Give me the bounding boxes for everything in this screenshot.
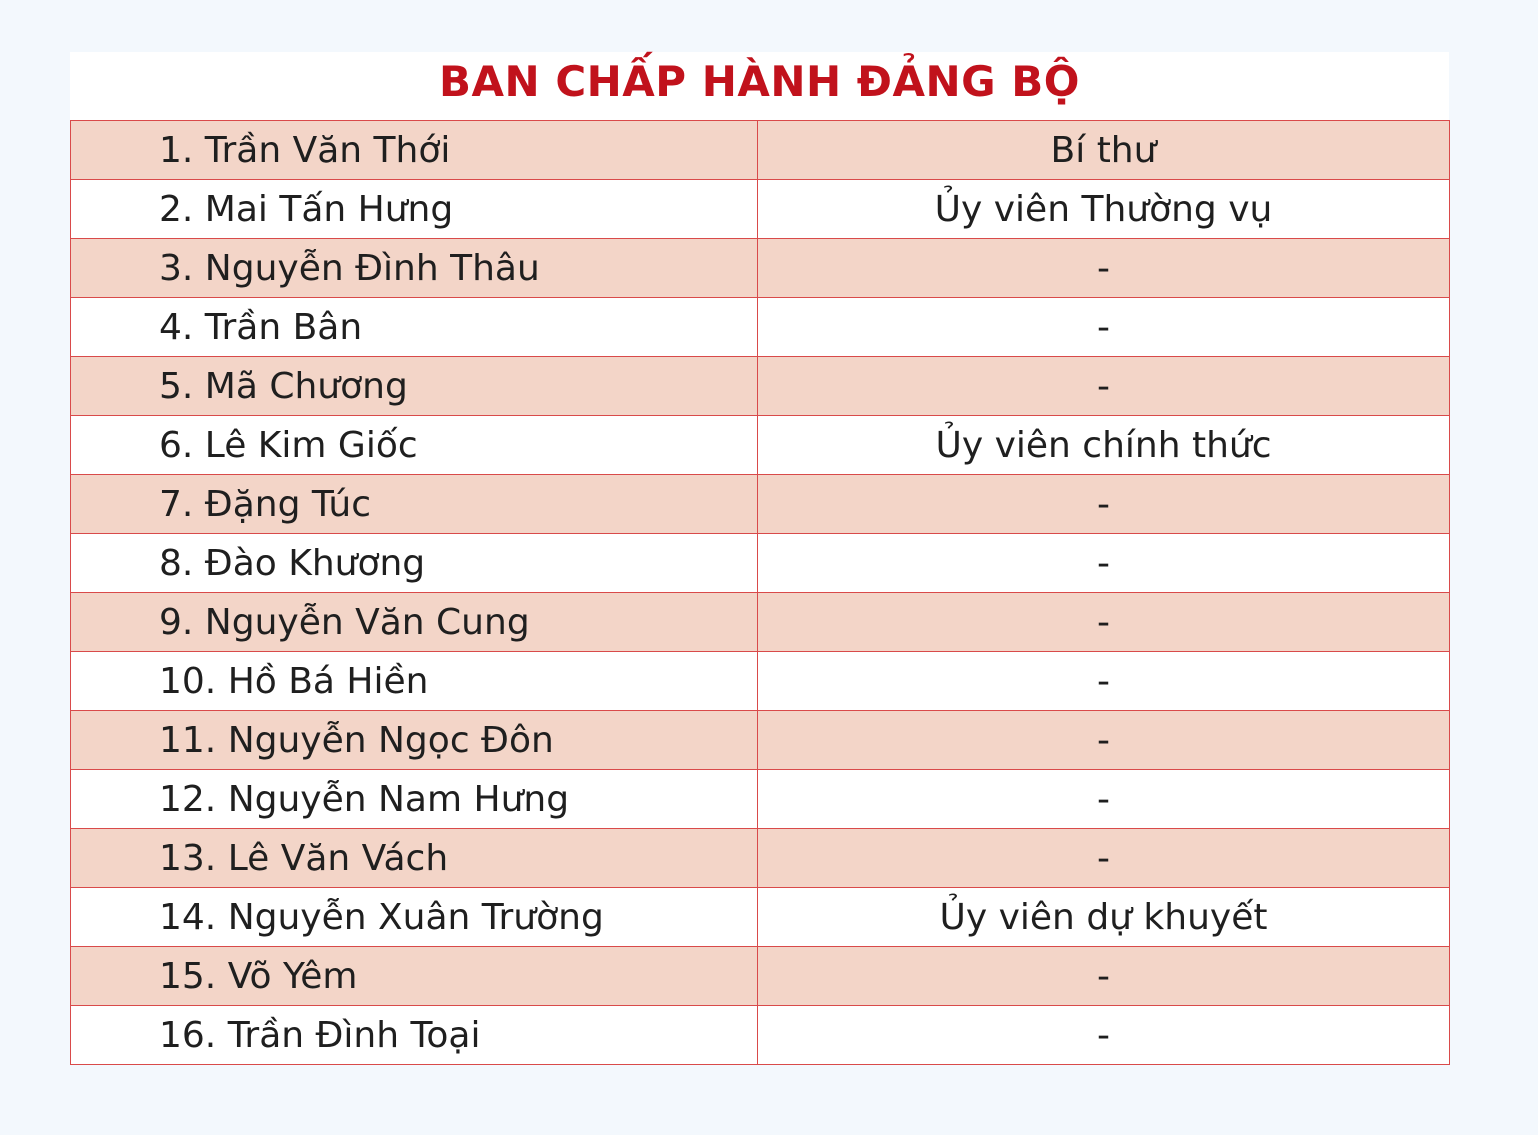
member-role: - xyxy=(758,593,1450,652)
member-name: 14. Nguyễn Xuân Trường xyxy=(71,888,758,947)
committee-card xyxy=(70,52,1449,1065)
member-name: 5. Mã Chương xyxy=(71,357,758,416)
table-row xyxy=(71,829,1450,888)
committee-table xyxy=(70,120,1450,1065)
member-role: - xyxy=(758,711,1450,770)
member-name: 10. Hồ Bá Hiền xyxy=(71,652,758,711)
member-role: Ủy viên chính thức xyxy=(758,416,1450,475)
member-name: 9. Nguyễn Văn Cung xyxy=(71,593,758,652)
table-row xyxy=(71,180,1450,239)
member-name: 1. Trần Văn Thới xyxy=(71,121,758,180)
member-role: Bí thư xyxy=(758,121,1450,180)
member-role: - xyxy=(758,1006,1450,1065)
member-role: - xyxy=(758,357,1450,416)
table-row xyxy=(71,593,1450,652)
member-name: 4. Trần Bân xyxy=(71,298,758,357)
table-row xyxy=(71,416,1450,475)
table-row xyxy=(71,888,1450,947)
table-row xyxy=(71,239,1450,298)
table-row xyxy=(71,1006,1450,1065)
member-name: 8. Đào Khương xyxy=(71,534,758,593)
member-role: Ủy viên Thường vụ xyxy=(758,180,1450,239)
page-title: BAN CHẤP HÀNH ĐẢNG BỘ xyxy=(439,57,1080,106)
table-row xyxy=(71,947,1450,1006)
table-row xyxy=(71,652,1450,711)
member-role: - xyxy=(758,947,1450,1006)
member-role: - xyxy=(758,652,1450,711)
committee-table-body xyxy=(71,121,1450,1065)
member-role: - xyxy=(758,475,1450,534)
table-row xyxy=(71,121,1450,180)
member-name: 2. Mai Tấn Hưng xyxy=(71,180,758,239)
table-row xyxy=(71,357,1450,416)
member-name: 7. Đặng Túc xyxy=(71,475,758,534)
member-role: - xyxy=(758,298,1450,357)
member-role: - xyxy=(758,239,1450,298)
table-row xyxy=(71,770,1450,829)
member-name: 16. Trần Đình Toại xyxy=(71,1006,758,1065)
table-row xyxy=(71,711,1450,770)
member-role: Ủy viên dự khuyết xyxy=(758,888,1450,947)
table-row xyxy=(71,475,1450,534)
member-name: 11. Nguyễn Ngọc Đôn xyxy=(71,711,758,770)
member-role: - xyxy=(758,534,1450,593)
member-role: - xyxy=(758,770,1450,829)
member-name: 12. Nguyễn Nam Hưng xyxy=(71,770,758,829)
member-name: 6. Lê Kim Giốc xyxy=(71,416,758,475)
member-role: - xyxy=(758,829,1450,888)
table-row xyxy=(71,298,1450,357)
member-name: 3. Nguyễn Đình Thâu xyxy=(71,239,758,298)
member-name: 13. Lê Văn Vách xyxy=(71,829,758,888)
member-name: 15. Võ Yêm xyxy=(71,947,758,1006)
table-row xyxy=(71,534,1450,593)
